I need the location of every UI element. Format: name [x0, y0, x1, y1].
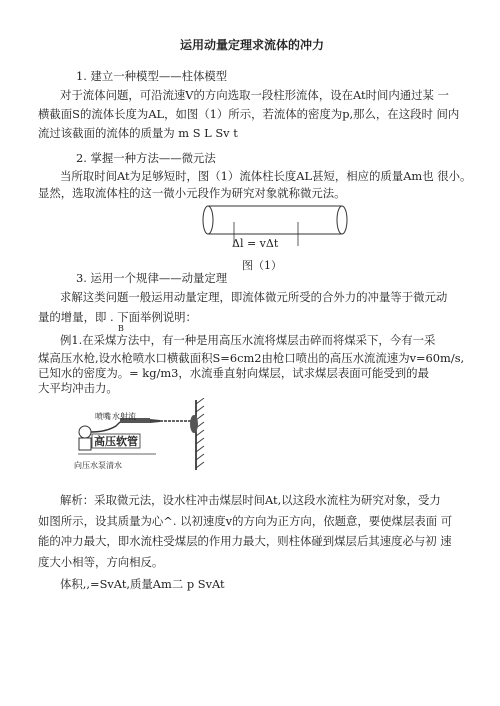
analysis-line: 如图所示，设其质量为心^. 以初速度v的方向为正方向，依题意，要使煤层表面 可: [38, 514, 453, 528]
section3-line: 量的增量，即 . 下面举例说明：: [38, 310, 197, 324]
example-line: 煤高压水枪,设水枪喷水口横截面积S=6cm2由枪口喷出的高压水流流速为v=60m/s,: [38, 351, 465, 365]
section3-heading: 3. 运用一个规律——动量定理: [76, 271, 228, 285]
example-line: 例1.在采煤方法中，有一种是用高压水流将煤层击碎而将煤采下，今有一采: [60, 333, 436, 347]
section2-line: 显然，选取流体柱的这一微小元段作为研究对象就称微元法。: [38, 186, 346, 200]
cylinder-length-label: Δl = vΔt: [232, 237, 279, 250]
page-title: 运用动量定理求流体的冲力: [180, 38, 325, 52]
figure1-caption: 图（1）: [242, 259, 282, 272]
example-line: 已知水的密度为。= kg/m3，水流垂直射向煤层，试求煤层表面可能受到的最: [38, 366, 429, 380]
hose-label: 高压软管: [94, 435, 138, 448]
section1-heading: 1. 建立一种模型——柱体模型: [76, 69, 228, 83]
jet-label: 水射流: [112, 412, 136, 421]
section1-line: 对于流体问题，可沿流速V的方向选取一段柱形流体，设在At时间内通过某 一: [60, 88, 449, 102]
section2-line: 当所取时间At为足够短时，图（1）流体柱长度AL甚短，相应的质量Am也 很小。: [60, 169, 472, 183]
analysis-line: 度大小相等，方向相反。: [38, 555, 164, 569]
analysis-line: 能的冲力最大，即水流柱受煤层的作用力最大，则柱体碰到煤层后其速度必与初 速: [38, 534, 452, 548]
section3-line: 求解这类问题一般运用动量定理，即流体微元所受的合外力的冲量等于微元动: [60, 290, 448, 304]
example-line: 大平均冲击力。: [38, 381, 118, 395]
section2-heading: 2. 掌握一种方法——微元法: [76, 151, 216, 165]
analysis-line: 解析：采取微元法，设水柱冲击煤层时间At,以这段水流柱为研究对象，受力: [60, 493, 441, 507]
analysis-formula: 体积,,=SvAt,质量Am二 p SvAt: [60, 577, 225, 591]
section1-line: 横截面S的流体长度为AL，如图（1）所示，若流体的密度为p,那么，在这段时 间内: [38, 107, 460, 121]
pump-label: 向压水泵清水: [74, 461, 122, 470]
section1-line: 流过该截面的流体的质量为 m S L Sv t: [38, 126, 238, 140]
stray-mark: B: [118, 324, 124, 333]
nozzle-label: 喷嘴: [95, 412, 111, 421]
